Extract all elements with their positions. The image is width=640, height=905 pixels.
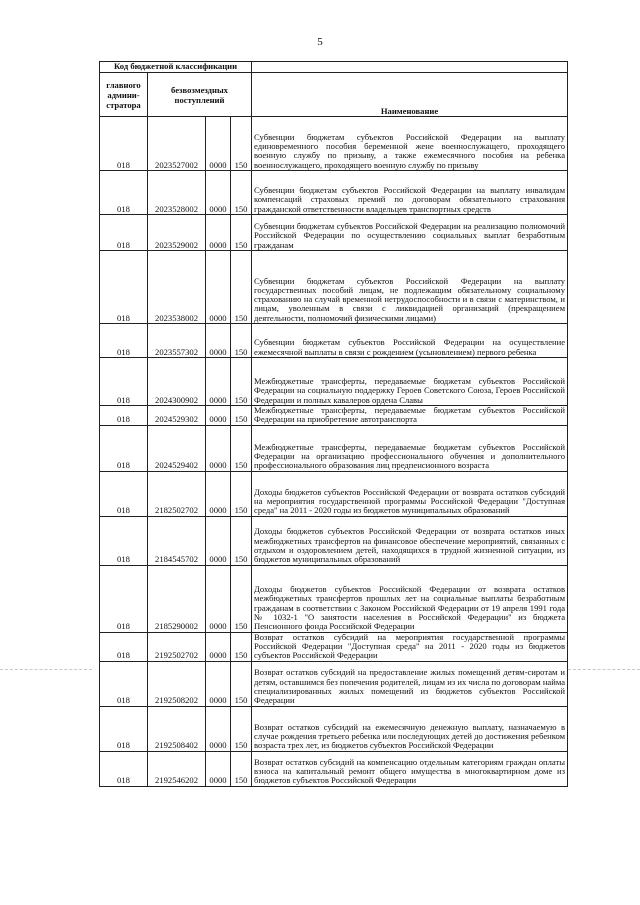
name-cell: Субвенции бюджетам субъектов Российской Федерации на выплату инвалидам компенсаций страховых премий по договорам обязательного страхования гражданской ответственности владельцев транспортных средств xyxy=(252,171,568,215)
classification-code-cell: 150 xyxy=(231,706,252,751)
subtype-code-cell: 0000 xyxy=(206,661,231,706)
table-row xyxy=(100,215,568,251)
subtype-code-cell: 0000 xyxy=(206,751,231,786)
table-row xyxy=(100,251,568,324)
name-cell: Субвенции бюджетам субъектов Российской Федерации на осуществление ежемесячной выплаты в связи с рождением (усыновлением) первого ребенка xyxy=(252,324,568,358)
table-row xyxy=(100,358,568,406)
classification-code-cell: 150 xyxy=(231,324,252,358)
classification-code-cell: 150 xyxy=(231,516,252,565)
table-row xyxy=(100,471,568,516)
admin-code-cell: 018 xyxy=(100,632,148,661)
revenue-code-cell: 2192546202 xyxy=(148,751,206,786)
table-row xyxy=(100,706,568,751)
header-spacer xyxy=(252,62,568,73)
revenue-code-cell: 2024300902 xyxy=(148,358,206,406)
budget-classification-table xyxy=(99,61,568,787)
admin-code-cell: 018 xyxy=(100,171,148,215)
admin-code-cell: 018 xyxy=(100,406,148,426)
admin-code-cell: 018 xyxy=(100,251,148,324)
subtype-code-cell: 0000 xyxy=(206,516,231,565)
classification-code-cell: 150 xyxy=(231,251,252,324)
subtype-code-cell: 0000 xyxy=(206,425,231,471)
name-cell: Межбюджетные трансферты, передаваемые бюджетам субъектов Российской Федерации на социальную поддержку Героев Советского Союза, Героев Российской Федерации и полных кавалеров ордена Славы xyxy=(252,358,568,406)
revenue-code-cell: 2023557302 xyxy=(148,324,206,358)
admin-code-cell: 018 xyxy=(100,471,148,516)
revenue-code-cell: 2184545702 xyxy=(148,516,206,565)
revenue-code-cell: 2023529002 xyxy=(148,215,206,251)
name-cell: Доходы бюджетов субъектов Российской Федерации от возврата остатков субсидий на мероприятия государственной программы Российской Федерации "Доступная среда" на 2011 - 2020 годы из бюджетов муниципальных образований xyxy=(252,471,568,516)
header-receipts: безвозмездных поступлений xyxy=(148,73,252,117)
name-cell: Межбюджетные трансферты, передаваемые бюджетам субъектов Российской Федерации на организацию профессионального обучения и дополнительного профессионального образования лиц предпенсионного возраста xyxy=(252,425,568,471)
revenue-code-cell: 2023538002 xyxy=(148,251,206,324)
subtype-code-cell: 0000 xyxy=(206,324,231,358)
name-cell: Субвенции бюджетам субъектов Российской Федерации на реализацию полномочий Российской Федерации по осуществлению социальных выплат безработным гражданам xyxy=(252,215,568,251)
classification-code-cell: 150 xyxy=(231,471,252,516)
revenue-code-cell: 2192508202 xyxy=(148,661,206,706)
page-number: 5 xyxy=(317,36,323,48)
revenue-code-cell: 2024529302 xyxy=(148,406,206,426)
name-cell: Возврат остатков субсидий на ежемесячную денежную выплату, назначаемую в случае рождения третьего ребенка или последующих детей до достижения ребенком возраста трех лет, из бюджетов субъектов Российской Федерации xyxy=(252,706,568,751)
revenue-code-cell: 2023528002 xyxy=(148,171,206,215)
classification-code-cell: 150 xyxy=(231,425,252,471)
revenue-code-cell: 2023527002 xyxy=(148,117,206,171)
classification-code-cell: 150 xyxy=(231,117,252,171)
subtype-code-cell: 0000 xyxy=(206,706,231,751)
table-row xyxy=(100,171,568,215)
subtype-code-cell: 0000 xyxy=(206,215,231,251)
classification-code-cell: 150 xyxy=(231,358,252,406)
name-cell: Межбюджетные трансферты, передаваемые бюджетам субъектов Российской Федерации на приобретение автотранспорта xyxy=(252,406,568,426)
classification-code-cell: 150 xyxy=(231,751,252,786)
admin-code-cell: 018 xyxy=(100,358,148,406)
name-cell: Возврат остатков субсидий на мероприятия государственной программы Российской Федерации "Доступная среда" на 2011 - 2020 годы из бюджетов субъектов Российской Федерации xyxy=(252,632,568,661)
subtype-code-cell: 0000 xyxy=(206,471,231,516)
name-cell: Возврат остатков субсидий на компенсацию отдельным категориям граждан оплаты взноса на капитальный ремонт общего имущества в многоквартирном доме из бюджетов субъектов Российской Федерации xyxy=(252,751,568,786)
subtype-code-cell: 0000 xyxy=(206,565,231,632)
table-body xyxy=(100,117,568,787)
subtype-code-cell: 0000 xyxy=(206,406,231,426)
table-row xyxy=(100,425,568,471)
admin-code-cell: 018 xyxy=(100,425,148,471)
name-cell: Доходы бюджетов субъектов Российской Федерации от возврата остатков иных межбюджетных трансфертов на финансовое обеспечение мероприятий, связанных с отдыхом и оздоровлением детей, находящихся в трудной жизненной ситуации, из бюджетов муниципальных образований xyxy=(252,516,568,565)
name-cell: Возврат остатков субсидий на предоставление жилых помещений детям-сиротам и детям, оставшимся без попечения родителей, лицам из их числа по договорам найма специализированных жилых помещений из бюджетов субъектов Российской Федерации xyxy=(252,661,568,706)
table-row xyxy=(100,661,568,706)
margin-dash-right xyxy=(568,669,640,670)
revenue-code-cell: 2182502702 xyxy=(148,471,206,516)
header-group-title: Код бюджетной классификации xyxy=(100,62,252,73)
subtype-code-cell: 0000 xyxy=(206,251,231,324)
classification-code-cell: 150 xyxy=(231,632,252,661)
table-row xyxy=(100,117,568,171)
table-row xyxy=(100,565,568,632)
admin-code-cell: 018 xyxy=(100,751,148,786)
subtype-code-cell: 0000 xyxy=(206,171,231,215)
admin-code-cell: 018 xyxy=(100,516,148,565)
revenue-code-cell: 2192502702 xyxy=(148,632,206,661)
table-row xyxy=(100,406,568,426)
header-admin: главного админи-стратора xyxy=(100,73,148,117)
name-cell: Субвенции бюджетам субъектов Российской Федерации на выплату единовременного пособия беременной жене военнослужащего, проходящего военную службу по призыву, а также ежемесячного пособия на ребенка военнослужащего, проходящего военную службу по призыву xyxy=(252,117,568,171)
admin-code-cell: 018 xyxy=(100,117,148,171)
name-cell: Доходы бюджетов субъектов Российской Федерации от возврата остатков межбюджетных трансфертов прошлых лет на социальные выплаты безработным гражданам в соответствии с Законом Российской Федерации от 19 апреля 1991 года № 1032-1 "О занятости населения в Российской Федерации" из бюджета Пенсионного фонда Российской Федерации xyxy=(252,565,568,632)
classification-code-cell: 150 xyxy=(231,406,252,426)
classification-code-cell: 150 xyxy=(231,171,252,215)
classification-code-cell: 150 xyxy=(231,661,252,706)
subtype-code-cell: 0000 xyxy=(206,632,231,661)
header-name: Наименование xyxy=(252,73,568,117)
subtype-code-cell: 0000 xyxy=(206,117,231,171)
admin-code-cell: 018 xyxy=(100,215,148,251)
admin-code-cell: 018 xyxy=(100,565,148,632)
admin-code-cell: 018 xyxy=(100,706,148,751)
classification-code-cell: 150 xyxy=(231,565,252,632)
name-cell: Субвенции бюджетам субъектов Российской Федерации на выплату государственных пособий лицам, не подлежащим обязательному социальному страхованию на случай временной нетрудоспособности и в связи с материнством, и лицам, уволенным в связи с ликвидацией организаций (прекращением деятельности, полномочий физическими лицами) xyxy=(252,251,568,324)
subtype-code-cell: 0000 xyxy=(206,358,231,406)
revenue-code-cell: 2024529402 xyxy=(148,425,206,471)
table-row xyxy=(100,632,568,661)
admin-code-cell: 018 xyxy=(100,324,148,358)
revenue-code-cell: 2185290002 xyxy=(148,565,206,632)
table-row xyxy=(100,516,568,565)
table-row xyxy=(100,751,568,786)
margin-dash-left xyxy=(0,669,92,670)
revenue-code-cell: 2192508402 xyxy=(148,706,206,751)
table-row xyxy=(100,324,568,358)
classification-code-cell: 150 xyxy=(231,215,252,251)
admin-code-cell: 018 xyxy=(100,661,148,706)
